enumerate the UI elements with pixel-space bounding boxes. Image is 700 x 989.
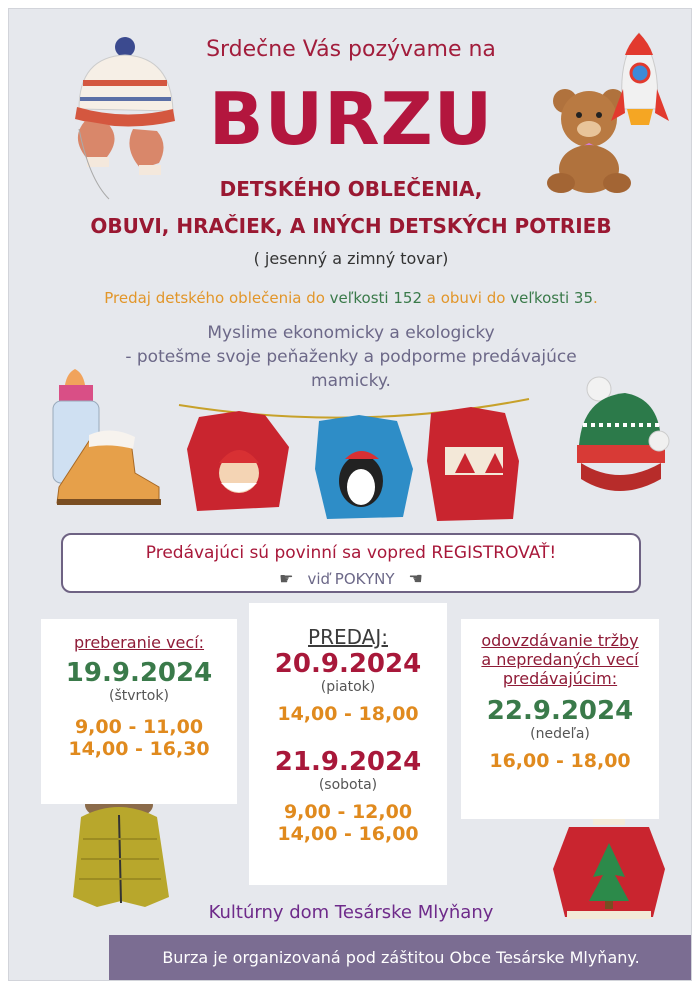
registration-box [61, 533, 641, 593]
sale-date-1: 20.9.2024 [274, 649, 422, 679]
jacket-icon [61, 787, 181, 917]
sale-day-1: (piatok) [320, 679, 376, 695]
knit-hat-icon [569, 375, 679, 515]
season-note: ( jesenný a zimný tovar) [253, 249, 449, 268]
sizes-part-2: a obuvi do [422, 289, 511, 307]
sizes-part-1: Predaj detského oblečenia do [104, 289, 330, 307]
pokyny-line [63, 569, 639, 588]
return-day: (nedeľa) [530, 726, 590, 742]
eco-line-2: - potešme svoje peňaženky a podporme predávajúce [125, 347, 577, 367]
collection-time-2: 14,00 - 16,30 [68, 738, 210, 760]
sale-time-2: 9,00 - 12,00 [283, 801, 413, 823]
registration-emphasis: REGISTROVAŤ! [431, 543, 557, 563]
pointing-hand-icon: ☛ [279, 569, 294, 588]
pointing-hand-icon: ☚ [408, 569, 423, 588]
sale-label: PREDAJ: [308, 625, 388, 649]
sweater-penguin-icon [315, 415, 413, 519]
clothesline-icon [169, 377, 539, 527]
footer-text: Burza je organizovaná pod záštitou Obce Tesárske Mlyňany. [162, 948, 640, 967]
collection-date: 19.9.2024 [65, 658, 213, 688]
sale-time-1: 14,00 - 18,00 [277, 703, 419, 725]
collection-time-1: 9,00 - 11,00 [74, 716, 204, 738]
registration-prefix: Predávajúci sú povinní sa vopred [145, 543, 432, 563]
collection-day: (štvrtok) [109, 688, 169, 704]
venue: Kultúrny dom Tesárske Mlyňany [208, 902, 494, 923]
subtitle-line-2: OBUVI, HRAČIEK, A INÝCH DETSKÝCH POTRIEB [90, 214, 612, 238]
collection-panel [41, 619, 237, 804]
collection-label: preberanie vecí: [73, 633, 205, 652]
sizes-line [9, 289, 692, 307]
return-panel [461, 619, 659, 819]
sale-day-2: (sobota) [318, 777, 378, 793]
return-time: 16,00 - 18,00 [489, 750, 631, 772]
sale-time-3: 14,00 - 16,00 [277, 823, 419, 845]
sale-panel [249, 603, 447, 885]
return-label-1: odovzdávanie tržby [481, 631, 639, 650]
sweater-santa-icon [187, 411, 289, 511]
return-label-2: a nepredaných vecí [481, 650, 639, 669]
invite-text: Srdečne Vás pozývame na [206, 37, 496, 62]
footer-bar [109, 935, 692, 981]
return-label-3: predávajúcim: [502, 669, 618, 688]
sizes-part-3: . [593, 289, 598, 307]
eco-line-1: Myslime ekonomicky a ekologicky [207, 323, 495, 343]
eco-message [109, 321, 593, 393]
sweater-deer-icon [427, 407, 519, 521]
eco-line-3: mamicky. [311, 371, 391, 391]
registration-text [63, 543, 639, 563]
poster [8, 8, 692, 981]
size-shoes: veľkosti 35 [510, 289, 593, 307]
subtitle-line-1: DETSKÉHO OBLEČENIA, [219, 177, 483, 201]
size-clothes: veľkosti 152 [329, 289, 422, 307]
sale-date-2: 21.9.2024 [274, 747, 422, 777]
return-date: 22.9.2024 [486, 696, 634, 726]
pokyny-link[interactable]: viď POKYNY [307, 570, 395, 588]
page-title: BURZU [208, 77, 494, 161]
